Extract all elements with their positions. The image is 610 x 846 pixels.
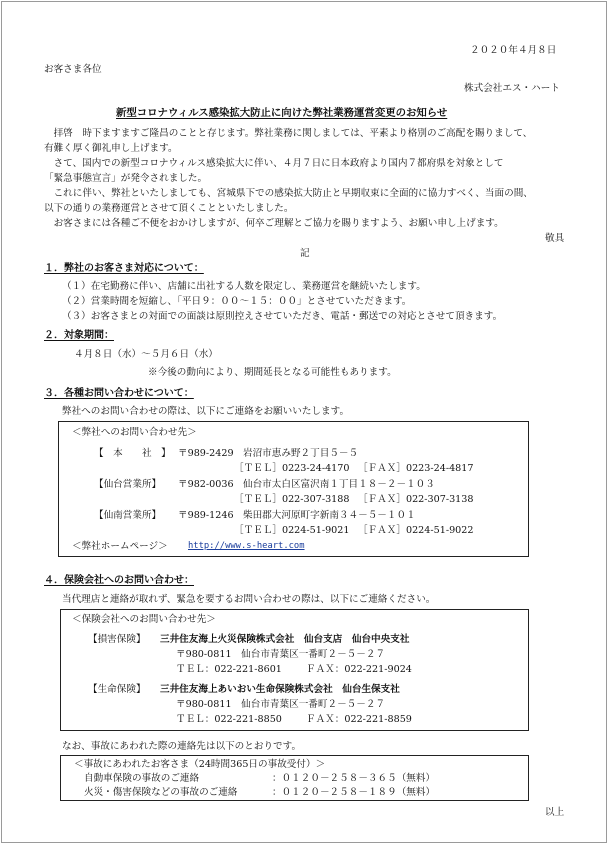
document-date: ２０２０年４月８日 — [470, 45, 557, 56]
intro-line: 有難く厚く御礼申し上げます。 — [44, 143, 178, 154]
intro-line: さて、国内での新型コロナウィルス感染拡大に伴い、４月７日に日本政府より国内７都府県を対象として — [44, 158, 504, 169]
office-name: 【仙南営業所】 — [94, 510, 162, 521]
insurer-fax: ＦＡＸ：022-221-8859 — [306, 714, 412, 725]
insurer-box-title: ＜保険会社へのお問い合わせ先＞ — [72, 614, 216, 625]
period-text: ４月８日（水）～５月６日（水） — [74, 349, 218, 360]
office-zip: 〒982-0036 — [178, 479, 234, 490]
office-fax: ［ＦＡＸ］0223-24-4817 — [358, 463, 474, 474]
recipient: お客さま各位 — [44, 64, 102, 75]
insurer-tel: ＴＥＬ：022-221-8601 — [176, 664, 282, 675]
period-note: ※今後の動向により、期間延長となる可能性もあります。 — [148, 367, 397, 378]
insurer-address: 〒980-0811 仙台市青葉区一番町２－５－２７ — [176, 699, 386, 710]
office-address: 岩沼市恵み野２丁目５－５ — [243, 448, 359, 459]
office-address: 仙台市太白区富沢南１丁目１８－２－１０３ — [243, 479, 435, 490]
office-name: 【 本 社 】 — [94, 448, 171, 459]
insurer-box — [60, 609, 529, 731]
intro-line: 「緊急事態宣言」が発令されました。 — [44, 173, 208, 184]
insurer-company: 三井住友海上火災保険株式会社 仙台支店 仙台中央支社 — [160, 634, 410, 645]
insurer-category: 【損害保険】 — [88, 634, 146, 645]
section-1-item: （３）お客さまとの対面での面談は原則控えさせていただき、電話・郵送での対応とさせて頂きます。 — [62, 311, 503, 322]
office-name: 【仙台営業所】 — [94, 479, 162, 490]
office-zip: 〒989-2429 — [178, 448, 234, 459]
office-address: 柴田郡大河原町字新南３４－５－１０１ — [243, 510, 416, 521]
office-tel: ［ＴＥＬ］022-307-3188 — [234, 494, 350, 505]
section-4-heading: ４．保険会社へのお問い合わせ： — [44, 575, 194, 586]
homepage-link[interactable]: http://www.s-heart.com — [188, 541, 305, 551]
accident-number: ：０１２０－２５８－３６５（無料） — [272, 773, 436, 784]
homepage-label: ＜弊社ホームページ＞ — [72, 541, 168, 552]
closing-word: 敬具 — [545, 233, 565, 244]
accident-label: 自動車保険の事故のご連絡 — [84, 773, 200, 784]
end-mark: 以上 — [545, 807, 565, 818]
office-fax: ［ＦＡＸ］022-307-3138 — [358, 494, 474, 505]
accident-lead: なお、事故にあわれた際の連絡先は以下のとおりです。 — [62, 741, 302, 752]
intro-line: これに伴い、弊社といたしましても、宮城県下での感染拡大防止と早期収束に全面的に協力すべく、当面の間、 — [44, 188, 533, 199]
intro-line: 拝啓 時下ますますご隆昌のことと存じます。弊社業務に関しましては、平素より格別のご高配を賜りまして、 — [44, 128, 533, 139]
section-3-heading: ３．各種お問い合わせについて： — [44, 388, 194, 399]
insurer-address: 〒980-0811 仙台市青葉区一番町２－５－２７ — [176, 649, 386, 660]
office-tel: ［ＴＥＬ］0223-24-4170 — [234, 463, 350, 474]
intro-line: 以下の通りの業務運営とさせて頂くことといたしました。 — [44, 203, 294, 214]
ki-mark: 記 — [300, 248, 310, 259]
office-zip: 〒989-1246 — [178, 510, 234, 521]
company-name: 株式会社エス・ハート — [464, 83, 560, 94]
accident-number: ：０１２０－２５８－１８９（無料） — [272, 787, 436, 798]
section-4-lead: 当代理店と連絡が取れず、緊急を要するお問い合わせの際は、以下にご連絡ください。 — [62, 594, 436, 605]
insurer-fax: ＦＡＸ：022-221-9024 — [306, 664, 412, 675]
contact-box-title: ＜弊社へのお問い合わせ先＞ — [72, 427, 197, 438]
office-fax: ［ＦＡＸ］0224-51-9022 — [358, 525, 474, 536]
section-1-item: （１）在宅勤務に伴い、店舗に出社する人数を限定し、業務運営を継続いたします。 — [62, 281, 426, 292]
section-1-item: （２）営業時間を短縮し、「平日９：００〜１５：００」とさせていただきます。 — [62, 296, 412, 307]
accident-label: 火災・傷害保険などの事故のご連絡 — [84, 787, 238, 798]
section-2-heading: ２．対象期間： — [44, 330, 114, 341]
intro-line: お客さまには各種ご不便をおかけしますが、何卒ご理解とご協力を賜りますよう、お願い申し上げます。 — [44, 218, 504, 229]
office-tel: ［ＴＥＬ］0224-51-9021 — [234, 525, 350, 536]
accident-box-title: ＜事故にあわれたお客さま（24時間365日の事故受付）＞ — [74, 759, 326, 770]
insurer-category: 【生命保険】 — [88, 684, 146, 695]
page-title: 新型コロナウィルス感染拡大防止に向けた弊社業務運営変更のお知らせ — [116, 107, 448, 119]
insurer-company: 三井住友海上あいおい生命保険株式会社 仙台生保支社 — [160, 684, 400, 695]
section-3-lead: 弊社へのお問い合わせの際は、以下にご連絡をお願いいたします。 — [62, 406, 350, 417]
section-1-heading: １．弊社のお客さま対応について： — [44, 263, 204, 274]
insurer-tel: ＴＥＬ：022-221-8850 — [176, 714, 282, 725]
